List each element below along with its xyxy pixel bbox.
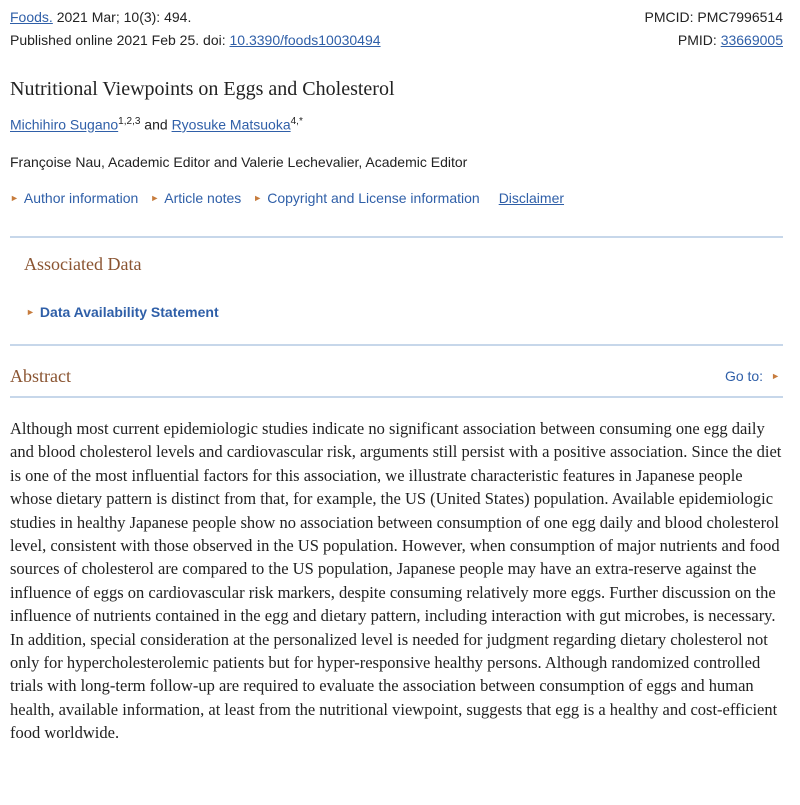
journal-link[interactable]: Foods.	[10, 9, 53, 25]
abstract-heading: Abstract	[10, 366, 71, 386]
author-link-sugano[interactable]: Michihiro Sugano	[10, 116, 119, 133]
section-divider	[10, 396, 783, 398]
doi-link[interactable]: 10.3390/foods10030494	[229, 32, 381, 48]
editors-line: Françoise Nau, Academic Editor and Valerie Lechevalier, Academic Editor	[10, 154, 468, 170]
copyright-toggle[interactable]	[253, 190, 479, 206]
abstract-body: Although most current epidemiologic studies indicate no significant association between consuming one egg daily and blood cholesterol levels and cardiovascular risk, arguments still persist with a positive association. Since the diet is one of the most influential factors for this association, we illustrate characteristic features in Japanese people whose dietary pattern is distinct from that, for example, the US (United States) population. Available epidemiologic studies in healthy Japanese people show no association between consumption of one egg daily and blood cholesterol level, consistent with those observed in the US population. However, when consumption of major nutrients and food sources of cholesterol are compared to the US population, Japanese people may have an extra-reserve against the influence of eggs on cardiovascular risk markers, despite consuming relatively more eggs. Further discussion on the influence of nutrients contained in the egg and dietary pattern, including interaction with gut microbes, is necessary. In addition, special consideration at the personalized level is needed for judgment regarding dietary cholesterol not only for hypercholesterolemic patients but for hyper-responsive healthy persons. Although randomized controlled trials with long-term follow-up are required to evaluate the association between consumption of eggs and human health, available information, at least from the nutritional viewpoint, suggests that egg is a healthy and cost-efficient food worldwide.	[10, 419, 782, 743]
triangle-right-icon: ►	[26, 307, 35, 317]
authors-line	[10, 116, 303, 133]
author2-affiliations: 4,*	[290, 116, 303, 127]
article-notes-label: Article notes	[164, 190, 242, 206]
section-divider	[10, 344, 783, 346]
published-text: Published online 2021 Feb 25. doi:	[10, 32, 230, 48]
pmid	[678, 31, 783, 49]
pmcid: PMCID: PMC7996514	[644, 9, 783, 25]
publication-row	[10, 31, 790, 49]
triangle-right-icon: ►	[771, 371, 780, 381]
citation-row	[10, 8, 790, 26]
copyright-label: Copyright and License information	[267, 190, 480, 206]
article-notes-toggle[interactable]	[150, 190, 241, 206]
pmid-label: PMID:	[677, 32, 721, 48]
triangle-right-icon: ►	[10, 193, 19, 203]
triangle-right-icon: ►	[150, 193, 160, 203]
article-title: Nutritional Viewpoints on Eggs and Cholesterol	[10, 78, 395, 100]
data-availability-toggle[interactable]	[26, 304, 219, 320]
triangle-right-icon: ►	[253, 193, 263, 203]
data-availability-label: Data Availability Statement	[39, 304, 219, 320]
author1-affiliations: 1,2,3	[118, 116, 141, 127]
info-links-bar	[10, 190, 564, 206]
citation-details: 2021 Mar; 10(3): 494.	[52, 9, 192, 25]
author-link-matsuoka[interactable]: Ryosuke Matsuoka	[171, 116, 291, 133]
pmid-link[interactable]: 33669005	[720, 32, 783, 48]
authors-and: and	[140, 116, 172, 133]
author-information-toggle[interactable]	[10, 190, 138, 206]
author-information-label: Author information	[23, 190, 139, 206]
section-divider	[10, 236, 783, 238]
goto-menu[interactable]	[725, 368, 780, 384]
associated-data-heading: Associated Data	[24, 254, 142, 274]
disclaimer-link[interactable]: Disclaimer	[498, 190, 565, 206]
goto-label: Go to:	[724, 368, 764, 384]
